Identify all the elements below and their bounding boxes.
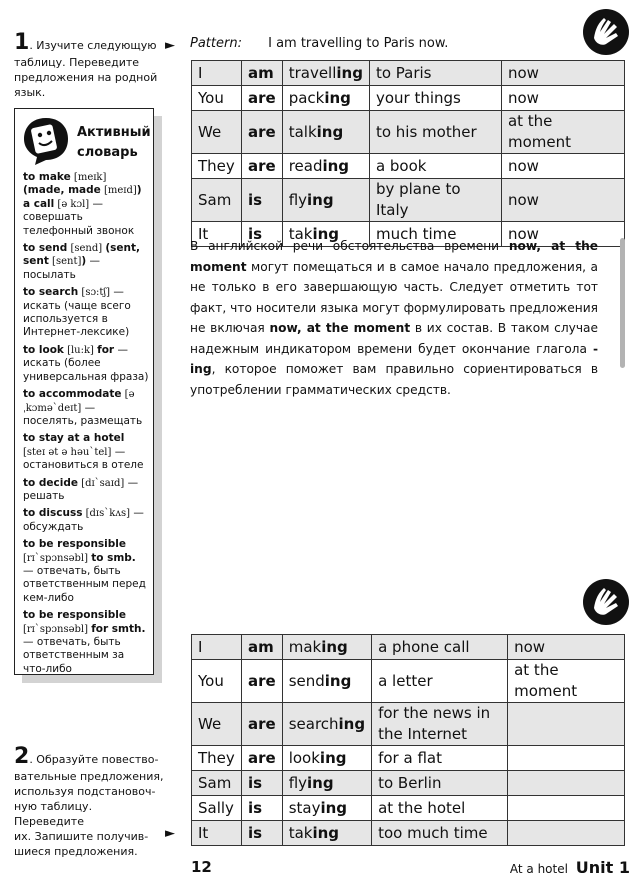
table-cell xyxy=(372,660,508,703)
cell-text: send xyxy=(288,671,325,690)
vocab-entry xyxy=(23,388,149,428)
cell-text: talk xyxy=(288,122,317,141)
cell-text: ing xyxy=(307,190,334,209)
active-vocabulary-box xyxy=(14,108,154,675)
vocab-term-extra: (made, made xyxy=(23,184,101,197)
cell-text: am xyxy=(248,63,274,82)
section-title: At a hotel xyxy=(509,862,568,876)
cell-text: ing xyxy=(336,63,363,82)
paragraph-text: В английской речи обстоятельства времени xyxy=(190,239,509,253)
table-cell xyxy=(372,635,508,660)
cell-text: They xyxy=(198,156,235,175)
task2-line: их. Запишите получив- xyxy=(14,830,149,843)
cell-text: ing xyxy=(307,773,334,792)
cell-text: are xyxy=(248,156,276,175)
vocab-definition: — искать (более универсальная фраза) xyxy=(23,343,149,383)
cell-text: Sally xyxy=(198,798,234,817)
table-cell xyxy=(508,660,625,703)
table-cell xyxy=(242,771,283,796)
table-cell xyxy=(242,86,283,111)
table-cell xyxy=(242,796,283,821)
cell-text: tak xyxy=(288,823,313,842)
table-cell xyxy=(508,635,625,660)
vocab-term: to accommodate xyxy=(23,388,122,401)
emphasis-text: now, at the moment xyxy=(190,239,599,274)
table-cell xyxy=(192,703,242,746)
table-row xyxy=(192,111,625,154)
vocab-term-extra: ) xyxy=(81,255,87,268)
pattern-label: Pattern: xyxy=(190,36,242,51)
table-cell xyxy=(282,154,369,179)
cell-text: am xyxy=(248,637,274,656)
table-cell xyxy=(508,703,625,746)
table-cell xyxy=(282,660,371,703)
cell-text: to his mother xyxy=(375,122,477,141)
pattern-text: I am travelling to Paris now. xyxy=(268,36,449,51)
vocab-term: to search xyxy=(23,286,79,299)
vocab-transcription: [send] xyxy=(67,243,106,255)
cell-text: You xyxy=(198,88,224,107)
task1-line: . Изучите следующую xyxy=(29,39,157,52)
vocab-transcription: [steɪ ət ə həu`tel] xyxy=(23,446,112,458)
vocab-definition: — остановиться в отеле xyxy=(23,445,144,472)
task2-line: вательные предложения, xyxy=(14,770,164,783)
table-cell xyxy=(508,771,625,796)
cell-text: fly xyxy=(288,773,308,792)
vocab-term-extra: to smb. xyxy=(91,551,136,564)
cell-text: I xyxy=(198,637,203,656)
vocab-term: to look xyxy=(23,343,64,356)
vocabulary-entries xyxy=(23,171,149,680)
cell-text: pack xyxy=(288,88,325,107)
table-cell xyxy=(372,771,508,796)
cell-text: stay xyxy=(288,798,321,817)
cell-text: now xyxy=(514,637,546,656)
cell-text: is xyxy=(248,798,263,817)
vocab-transcription: [meɪk] xyxy=(70,172,107,183)
vocab-term: to make xyxy=(23,171,71,183)
cell-text: ing xyxy=(322,156,350,175)
table-cell xyxy=(242,154,283,179)
cell-text: ing xyxy=(321,637,348,656)
vocab-transcription: [rɪ`spɔnsəbl] xyxy=(23,623,92,635)
cell-text: now xyxy=(507,156,539,175)
cell-text: now xyxy=(507,224,539,243)
cell-text: mak xyxy=(288,637,322,656)
cell-text: a letter xyxy=(378,671,433,690)
cell-text: We xyxy=(198,122,222,141)
substitution-table-pattern xyxy=(191,60,625,247)
vocab-definition: — поселять, размещать xyxy=(23,401,143,427)
table-cell xyxy=(508,821,625,846)
table-cell xyxy=(369,154,501,179)
table-cell xyxy=(242,746,283,771)
cell-text: fly xyxy=(288,190,308,209)
paragraph-text: , которое поможет вам правильно сориентироваться в употреблении грамматических средств. xyxy=(190,362,598,397)
cell-text: much time xyxy=(375,224,457,243)
pattern-line xyxy=(190,36,448,51)
cell-text: now xyxy=(507,190,539,209)
emphasis-text: now, at the moment xyxy=(269,321,411,335)
table-cell xyxy=(242,61,283,86)
arrow-icon: ► xyxy=(165,826,175,841)
cell-text: read xyxy=(288,156,323,175)
table-cell xyxy=(242,821,283,846)
table-cell xyxy=(192,771,242,796)
vocab-transcription: [sɔ:tʃ] xyxy=(78,287,111,299)
cell-text: is xyxy=(248,823,263,842)
vocab-term: to send xyxy=(23,242,68,255)
substitution-table-exercise xyxy=(191,634,625,846)
table-row xyxy=(192,179,625,222)
cell-text: ing xyxy=(324,88,351,107)
vocab-transcription: [lu:k] xyxy=(63,344,98,356)
grammar-note-paragraph xyxy=(190,236,598,400)
cell-text: look xyxy=(288,748,320,767)
cell-text: are xyxy=(248,671,276,690)
vocabulary-title: Активный словарь xyxy=(77,125,151,160)
cell-text: ing xyxy=(316,122,344,141)
table-cell xyxy=(242,179,283,222)
cell-text: are xyxy=(248,714,276,733)
vocab-term: to decide xyxy=(23,476,78,489)
table-row xyxy=(192,771,625,796)
cell-text: is xyxy=(248,224,263,243)
table-cell xyxy=(242,660,283,703)
emphasis-text: -ing xyxy=(190,341,598,376)
vocab-entry xyxy=(23,242,149,282)
table-cell xyxy=(242,635,283,660)
cell-text: your things xyxy=(375,88,461,107)
table-cell xyxy=(372,821,508,846)
paragraph-text: в их состав. В таком случае надежным индикатором времени будет окончание глагола xyxy=(190,321,599,356)
vocab-definition: — отвечать, быть ответственным за что-либо xyxy=(23,636,125,675)
table-cell xyxy=(192,86,242,111)
vocab-transcription: [rɪ`spɔnsəbl] xyxy=(23,552,92,564)
cell-text: ing xyxy=(312,224,340,243)
cell-text: at the moment xyxy=(514,661,578,700)
cell-text: at the moment xyxy=(507,112,571,151)
vocab-transcription: [əˌkɔmə`deɪt] xyxy=(23,389,135,414)
table-cell xyxy=(282,703,371,746)
table-cell xyxy=(501,111,624,154)
task1-line: предложения на родной xyxy=(14,71,158,84)
vocab-definition: — обсуждать xyxy=(23,507,144,533)
vocab-term-extra: ) a call xyxy=(23,184,142,210)
table-cell xyxy=(508,796,625,821)
task1-line: таблицу. Переведите xyxy=(14,56,140,69)
vocab-definition: — отвечать, быть ответственным перед кем-либо xyxy=(23,564,146,604)
table-row xyxy=(192,703,625,746)
table-cell xyxy=(282,635,371,660)
task1-line: язык. xyxy=(14,86,46,99)
vocab-entry xyxy=(23,171,149,238)
table-cell xyxy=(192,154,242,179)
vocab-definition: — посылать xyxy=(23,255,101,281)
vocab-transcription: [ə kɔl] xyxy=(54,198,90,210)
vocab-term: to be responsible xyxy=(23,538,127,551)
cell-text: by plane to Italy xyxy=(375,180,461,219)
table-cell xyxy=(192,61,242,86)
vocab-term-extra: (sent, sent xyxy=(23,242,140,268)
table-row xyxy=(192,86,625,111)
table-cell xyxy=(282,746,371,771)
vocab-term: to discuss xyxy=(23,507,83,520)
cell-text: at the hotel xyxy=(378,798,466,817)
task2-line: ную таблицу. Переведите xyxy=(14,800,93,828)
vocab-transcription: [sent] xyxy=(48,256,82,268)
unit-label: Unit 1 xyxy=(575,858,630,877)
cell-text: are xyxy=(248,748,276,767)
table-row xyxy=(192,61,625,86)
cell-text: I xyxy=(198,63,203,82)
table-cell xyxy=(369,61,501,86)
vocab-transcription: [dɪs`kʌs] xyxy=(82,508,131,520)
vocab-term: to stay at a hotel xyxy=(23,432,125,445)
vocab-entry xyxy=(23,344,149,384)
page-number: 12 xyxy=(191,858,212,876)
task2-line: используя подстановоч- xyxy=(14,785,156,798)
vocab-entry xyxy=(23,538,149,605)
speech-face-icon xyxy=(21,115,71,167)
cell-text: are xyxy=(248,88,276,107)
arrow-icon: ► xyxy=(165,38,175,53)
table-cell xyxy=(192,179,242,222)
cell-text: It xyxy=(198,823,209,842)
table-row xyxy=(192,746,625,771)
footer-section xyxy=(510,858,630,877)
table-cell xyxy=(372,703,508,746)
table-cell xyxy=(372,796,508,821)
table-cell xyxy=(369,179,501,222)
cell-text: now xyxy=(507,88,539,107)
cell-text: for the news in the Internet xyxy=(378,704,491,743)
hand-logo-icon xyxy=(582,578,630,626)
table-cell xyxy=(501,86,624,111)
table-row xyxy=(192,796,625,821)
table-cell xyxy=(282,796,371,821)
table-cell xyxy=(369,86,501,111)
table-cell xyxy=(282,61,369,86)
task2-number: 2 xyxy=(14,744,30,769)
vocab-definition: — решать xyxy=(23,476,139,502)
cell-text: tak xyxy=(288,224,313,243)
task2-line: . Образуйте повество- xyxy=(29,753,159,766)
cell-text: to Berlin xyxy=(378,773,442,792)
table-cell xyxy=(192,660,242,703)
table-cell xyxy=(192,111,242,154)
table-cell xyxy=(242,703,283,746)
cell-text: ing xyxy=(324,671,352,690)
vocab-definition: — совершать телефонный звонок xyxy=(23,197,135,237)
table-cell xyxy=(501,61,624,86)
table-cell xyxy=(501,154,624,179)
vocab-entry xyxy=(23,286,149,340)
vocab-term-extra: for smth. xyxy=(91,622,146,635)
table-row xyxy=(192,635,625,660)
cell-text: search xyxy=(288,714,339,733)
task1-number: 1 xyxy=(14,30,30,55)
vocab-term-extra: for xyxy=(97,343,115,356)
table-cell xyxy=(282,771,371,796)
vocab-entry xyxy=(23,432,149,472)
cell-text: are xyxy=(248,122,276,141)
cell-text: now xyxy=(507,63,539,82)
cell-text: ing xyxy=(312,823,340,842)
table-cell xyxy=(501,179,624,222)
table-cell xyxy=(282,179,369,222)
cell-text: Sam xyxy=(198,773,232,792)
vocab-transcription: [meɪd] xyxy=(100,185,137,197)
table-cell xyxy=(192,746,242,771)
table-cell xyxy=(369,111,501,154)
cell-text: to Paris xyxy=(375,63,432,82)
cell-text: You xyxy=(198,671,224,690)
table-cell xyxy=(508,746,625,771)
hand-logo-icon xyxy=(582,8,630,56)
table-cell xyxy=(192,821,242,846)
table-cell xyxy=(372,746,508,771)
task2-instruction xyxy=(14,744,164,859)
cell-text: is xyxy=(248,773,263,792)
table-row xyxy=(192,154,625,179)
table-row xyxy=(192,821,625,846)
vocab-entry xyxy=(23,609,149,676)
task1-instruction xyxy=(14,30,164,100)
cell-text: Sam xyxy=(198,190,232,209)
table-cell xyxy=(242,111,283,154)
vocab-definition: — искать (чаще всего используется в Интернет-лексике) xyxy=(23,286,131,339)
vocab-entry xyxy=(23,477,149,504)
cell-text: It xyxy=(198,224,209,243)
table-cell xyxy=(192,635,242,660)
cell-text: ing xyxy=(319,748,347,767)
table-cell xyxy=(192,796,242,821)
cell-text: We xyxy=(198,714,222,733)
paragraph-text: могут помещаться и в самое начало предложения, а не только в его завершающую часть. Следует отметить тот факт, что носители языка могут формулировать предложения не включая xyxy=(190,259,598,335)
task2-line: шиеся предложения. xyxy=(14,845,138,858)
vocab-entry xyxy=(23,507,149,534)
vocab-term: to be responsible xyxy=(23,609,127,622)
cell-text: ing xyxy=(338,714,366,733)
cell-text: They xyxy=(198,748,235,767)
cell-text: for a flat xyxy=(378,748,442,767)
table-row xyxy=(192,660,625,703)
cell-text: ing xyxy=(320,798,348,817)
table-cell xyxy=(282,86,369,111)
cell-text: is xyxy=(248,190,263,209)
cell-text: too much time xyxy=(378,823,488,842)
cell-text: a book xyxy=(375,156,427,175)
scrollbar[interactable] xyxy=(620,238,625,368)
table-cell xyxy=(282,111,369,154)
cell-text: travell xyxy=(288,63,337,82)
table-cell xyxy=(282,821,371,846)
cell-text: a phone call xyxy=(378,637,470,656)
vocab-transcription: [dɪ`saɪd] xyxy=(78,477,125,489)
